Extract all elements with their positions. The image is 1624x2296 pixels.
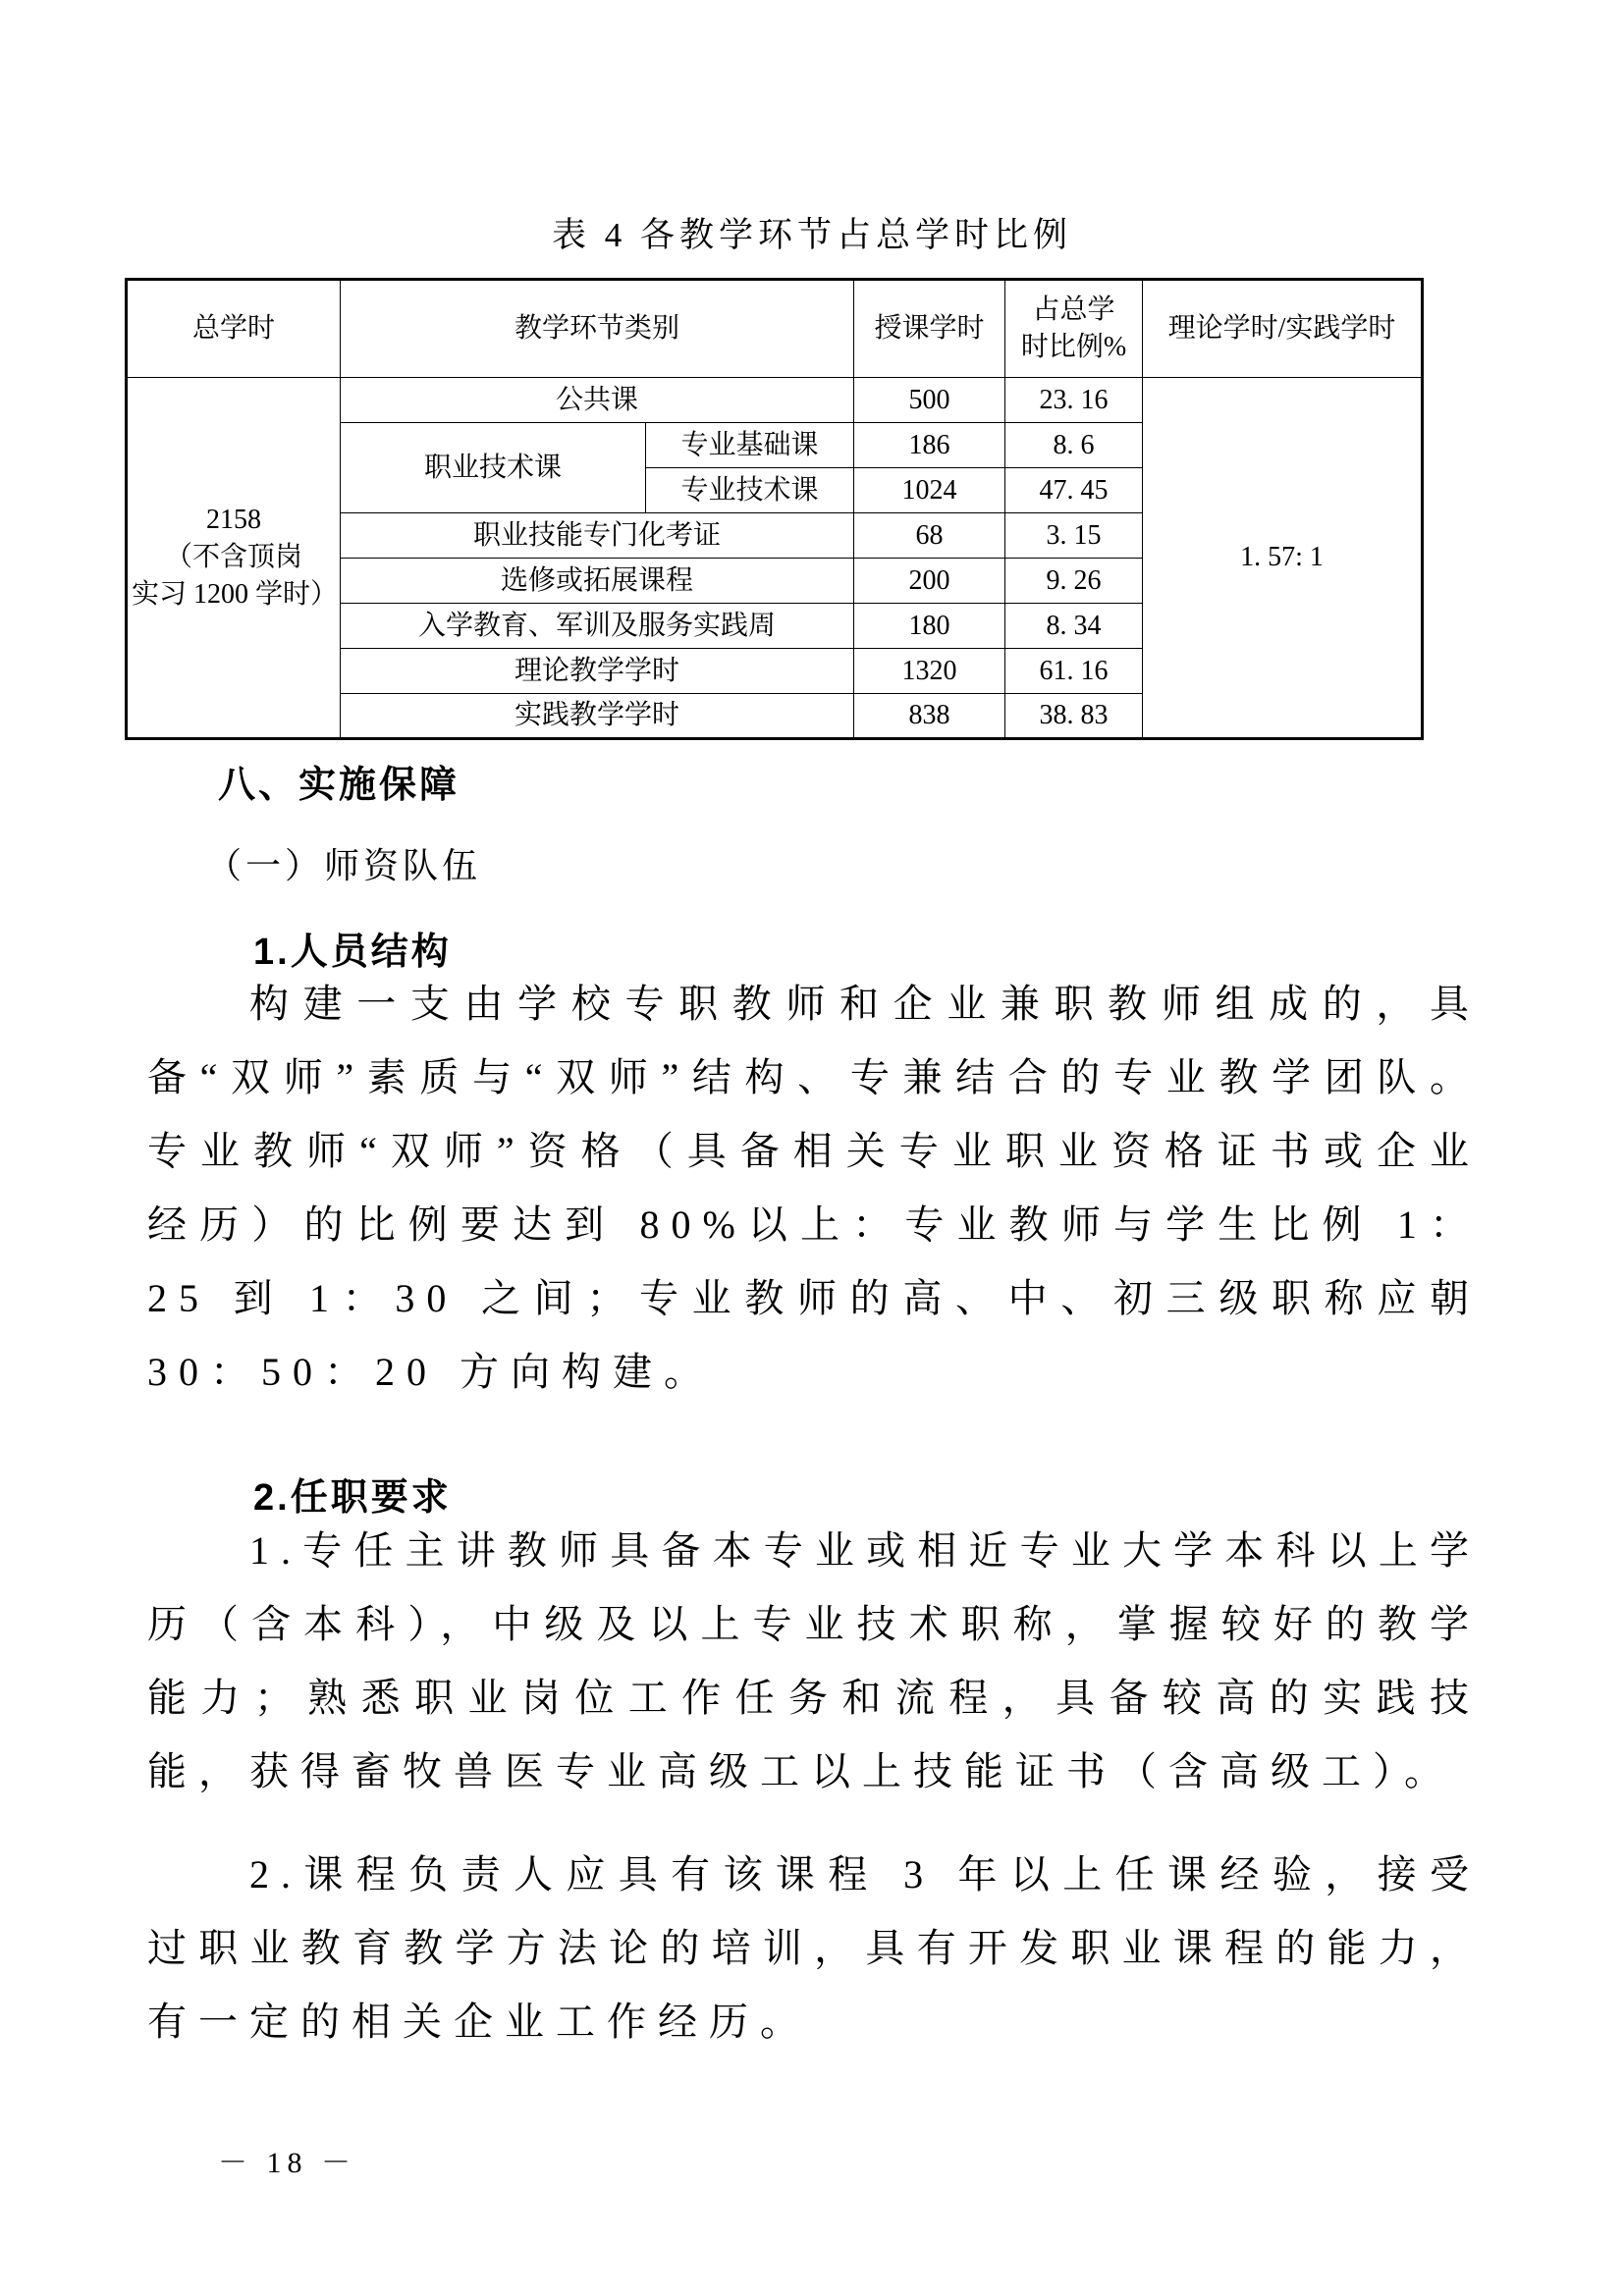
header-percent-line2: 时比例% (1020, 332, 1127, 362)
section-heading-item2: 2.任职要求 (253, 1477, 452, 1519)
category-cell: 入学教育、军训及服务实践周 (341, 604, 854, 649)
teaching-hours-table (125, 278, 1424, 740)
section-heading-sub: （一）师资队伍 (206, 846, 482, 885)
percent-cell: 8. 6 (1005, 423, 1143, 468)
category-cell: 理论教学学时 (341, 649, 854, 694)
category-cell: 选修或拓展课程 (341, 559, 854, 604)
percent-cell: 9. 26 (1005, 559, 1143, 604)
hours-cell: 180 (854, 604, 1005, 649)
category-cell: 专业技术课 (646, 468, 854, 513)
paragraph-qualification-1: 1.专任主讲教师具备本专业或相近专业大学本科以上学历（含本科），中级及以上专业技术职称，掌握较好的教学能力；熟悉职业岗位工作任务和流程，具备较高的实践技能，获得畜牧兽医专业高级工以上技能证书（含高级工）。 (147, 1528, 1481, 1793)
hours-cell: 1024 (854, 468, 1005, 513)
hours-cell: 200 (854, 559, 1005, 604)
table-caption: 表 4 各教学环节占总学时比例 (551, 216, 1072, 254)
category-cell: 专业基础课 (646, 423, 854, 468)
hours-cell: 186 (854, 423, 1005, 468)
category-cell: 公共课 (341, 378, 854, 423)
header-theory-practice: 理论学时/实践学时 (1143, 280, 1423, 378)
header-segment-category: 教学环节类别 (341, 280, 854, 378)
paragraph-qualification-2: 2.课程负责人应具有该课程 3 年以上任课经验，接受过职业教育教学方法论的培训，具有开发职业课程的能力，有一定的相关企业工作经历。 (147, 1852, 1481, 2044)
theory-practice-ratio-cell: 1. 57: 1 (1143, 378, 1423, 739)
category-cell: 实践教学学时 (341, 694, 854, 739)
section-heading-main: 八、实施保障 (218, 765, 460, 806)
table-header-row (127, 280, 1423, 378)
percent-cell: 61. 16 (1005, 649, 1143, 694)
paragraph-personnel-structure: 构建一支由学校专职教师和企业兼职教师组成的，具备“双师”素质与“双师”结构、专兼结合的专业教学团队。专业教师“双师”资格（具备相关专业职业资格证书或企业经历）的比例要达到 80%以上：专业教师与学生比例 1：25 到 1：30 之间；专业教师的高、中、初三级职称应朝 30：50：20 方向构建。 (147, 982, 1481, 1394)
teaching-hours-table-wrapper (125, 278, 1424, 740)
hours-cell: 68 (854, 513, 1005, 559)
hours-cell: 500 (854, 378, 1005, 423)
percent-cell: 47. 45 (1005, 468, 1143, 513)
hours-cell: 838 (854, 694, 1005, 739)
header-percent (1005, 280, 1143, 378)
header-percent-line1: 占总学 (1032, 294, 1115, 326)
page-number: － 18 － (218, 2147, 356, 2179)
total-hours-cell (127, 378, 341, 739)
header-teaching-hours: 授课学时 (854, 280, 1005, 378)
total-hours-note-line2: 实习 1200 学时） (132, 578, 339, 610)
percent-cell: 8. 34 (1005, 604, 1143, 649)
percent-cell: 38. 83 (1005, 694, 1143, 739)
percent-cell: 3. 15 (1005, 513, 1143, 559)
section-heading-item1: 1.人员结构 (253, 932, 452, 973)
percent-cell: 23. 16 (1005, 378, 1143, 423)
category-group-cell: 职业技术课 (341, 423, 646, 513)
table-row (127, 378, 1423, 423)
hours-cell: 1320 (854, 649, 1005, 694)
header-total-hours: 总学时 (127, 280, 341, 378)
total-hours-value: 2158 (206, 505, 261, 536)
category-cell: 职业技能专门化考证 (341, 513, 854, 559)
total-hours-note-line1: （不含顶岗 (164, 542, 302, 573)
